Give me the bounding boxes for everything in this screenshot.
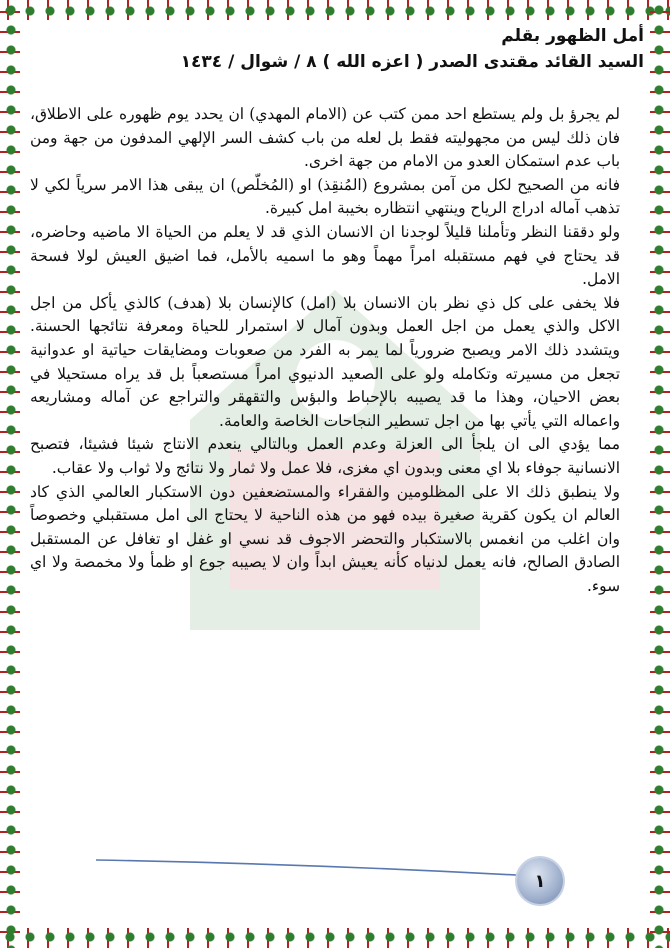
page-number-badge bbox=[517, 858, 563, 904]
paragraph-2: فانه من الصحيح لكل من آمن بمشروع (المُنقِذ) او (المُخلّص) ان يبقى هذا الامر سرياً لكي لا تذهب آماله ادراج الرياح وينتهي انتظاره بخيبة امل كبيرة. bbox=[30, 175, 620, 218]
page-subtitle: السيد القائد مقتدى الصدر ( اعزه الله ) ٨ / شوال / ١٤٣٤ bbox=[180, 52, 644, 72]
decorative-border-left bbox=[0, 0, 20, 948]
document-header bbox=[26, 24, 644, 74]
paragraph-1: لم يجرؤ بل ولم يستطع احد ممن كتب عن (الامام المهدي) ان يحدد يوم ظهوره على الاطلاق، فان ذلك ليس من مجهوليته فقط بل لعله من باب كشف السر الإلهي المدفون من جهة ومن باب عدم استمكان العدو من الامام من جهة اخرى. bbox=[30, 105, 620, 171]
paragraph-5: مما يؤدي الى ان يلجأ الى العزلة وعدم العمل وبالتالي ينعدم الانتاج شيئا فشيئا، فتصبح الانسانية جوفاء بلا اي معنى وبدون اي مغزى، فلا عمل ولا ثمار ولا نتائج ولا ثواب ولا عقاب. bbox=[30, 435, 620, 477]
decorative-border-bottom bbox=[0, 928, 670, 948]
paragraph-4: فلا يخفى على كل ذي نظر بان الانسان بلا (امل) كالإنسان بلا (هدف) كالذي يأكل من اجل الاكل والذي يعمل من اجل العمل وبدون آمال لا استمرار للحياة ومعرفة نتائجها الحسنة. ويتشدد ذلك الامر ويصبح ضرورياً لما يمر به الفرد من صعوبات ومضايقات حياتية او عدوانية تجعل من مسيرته وتكامله ولو على الصعيد الدنيوي امراً مستصعباً بل قد يراه مستحيلا في بعض الاحيان، وهذا ما قد يصيبه بالإحباط والبؤس والتقهقر والتراجع عن آماله ومشاريعه واعماله التي يأتي بها من اجل تسطير النجاحات الخاصة والعامة. bbox=[30, 293, 620, 430]
footer-divider-line bbox=[96, 858, 534, 878]
article-body bbox=[30, 103, 620, 598]
paragraph-3: ولو دققنا النظر وتأملنا قليلاً لوجدنا ان الانسان الذي قد لا يعلم من الحياة الا ماضيه وحاضره، قد يحتاج في فهم مستقبله امراً مهماً وهو ما اسميه بالأمل، فما اضيق العيش لولا فسحة الامل. bbox=[30, 222, 620, 289]
decorative-border-top bbox=[0, 0, 670, 20]
paragraph-6: ولا ينطبق ذلك الا على المظلومين والفقراء والمستضعفين دون الاستكبار العالمي الذي كاد العالم ان يكون كقرية صغيرة بيده فهو من هذه الناحية لا يحتاج الى امل مستقبلي وخصوصاً وان اغلب من انغمس بالاستكبار والتحضر الاجوف قد نسي او غفل او تغافل عن المستقبل الصادق الصالح، فانه يعمل لدنياه كأنه يعيش ابداً وان لا يصيبه جوع او ظمأ ولا مخمصة ولا اي سوء. bbox=[30, 482, 620, 595]
page-number: ١ bbox=[534, 870, 546, 892]
decorative-border-right bbox=[650, 0, 670, 948]
page-title: أمل الظهور بقلم bbox=[501, 26, 644, 46]
